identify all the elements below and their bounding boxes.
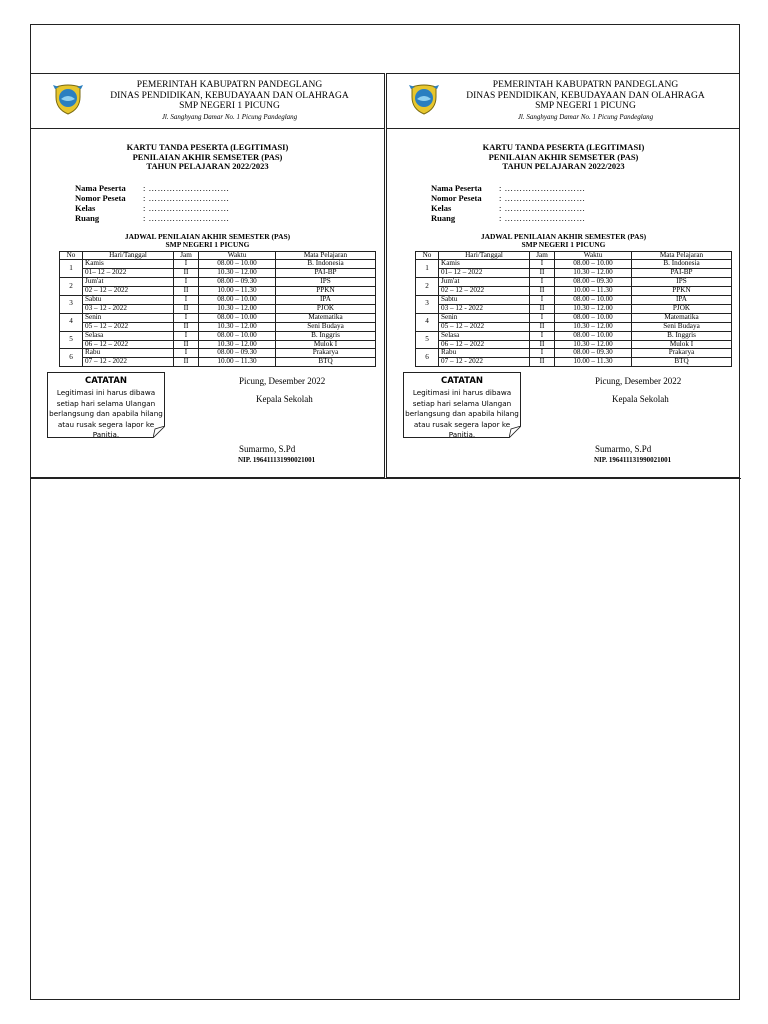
date-cell: 05 – 12 – 2022 [439, 322, 530, 331]
field-blank: : ……………………… [143, 212, 230, 223]
time-cell: 08.00 – 10.00 [199, 296, 276, 305]
day-cell: Kamis [439, 260, 530, 269]
session-cell: I [174, 260, 199, 269]
time-cell: 10.30 – 12.00 [199, 304, 276, 313]
field-blank: : ……………………… [499, 192, 586, 203]
session-cell: II [530, 287, 555, 296]
session-cell: II [530, 269, 555, 278]
subject-cell: Matematika [276, 313, 376, 322]
field-blank: : ……………………… [143, 192, 230, 203]
subject-cell: IPS [276, 278, 376, 287]
column-header: Jam [174, 251, 199, 260]
time-cell: 08.00 – 09.30 [555, 278, 632, 287]
column-header: No [416, 251, 439, 260]
table-row [60, 358, 376, 367]
time-cell: 08.00 – 10.00 [555, 331, 632, 340]
session-cell: II [174, 287, 199, 296]
schedule-title-line2: SMP NEGERI 1 PICUNG [165, 240, 250, 249]
session-cell: I [174, 278, 199, 287]
schedule-title-line1: JADWAL PENILAIAN AKHIR SEMESTER (PAS) [480, 231, 647, 241]
table-row [416, 331, 732, 340]
note-body: Legitimasi ini harus dibawa setiap hari selama Ulangan berlangsung dan apabila hilang atau rusak segera lapor ke Panitia. [49, 388, 163, 439]
card-title-line3: TAHUN PELAJARAN 2022/2023 [146, 161, 269, 171]
signature-name: Sumarmo, S.Pd [595, 444, 652, 454]
day-cell: Rabu [439, 349, 530, 358]
table-row [60, 313, 376, 322]
note-title: CATATAN [84, 376, 128, 386]
subject-cell: B. Indonesia [632, 260, 732, 269]
agency-name: DINAS PENDIDIKAN, KEBUDAYAAN DAN OLAHRAGA [466, 90, 705, 101]
session-cell: I [530, 260, 555, 269]
signature-position: Kepala Sekolah [256, 394, 313, 404]
date-cell: 05 – 12 – 2022 [83, 322, 174, 331]
table-row [416, 304, 732, 313]
session-cell: I [174, 349, 199, 358]
subject-cell: IPS [632, 278, 732, 287]
subject-cell: Mulok I [632, 340, 732, 349]
schedule-title [31, 233, 384, 250]
date-cell: 01– 12 – 2022 [83, 269, 174, 278]
table-row [60, 304, 376, 313]
time-cell: 10.00 – 11.30 [555, 287, 632, 296]
card-title-line3: TAHUN PELAJARAN 2022/2023 [502, 161, 625, 171]
time-cell: 10.30 – 12.00 [199, 322, 276, 331]
column-header: Jam [530, 251, 555, 260]
time-cell: 08.00 – 10.00 [199, 331, 276, 340]
date-cell: 07 – 12 - 2022 [439, 358, 530, 367]
subject-cell: Seni Budaya [632, 322, 732, 331]
session-cell: II [174, 358, 199, 367]
column-header: No [60, 251, 83, 260]
field-nama [431, 183, 740, 193]
letterhead-text [81, 80, 378, 123]
card-title-line2: PENILAIAN AKHIR SEMSETER (PAS) [132, 151, 283, 162]
field-nomor [431, 193, 740, 203]
session-cell: II [530, 340, 555, 349]
session-cell: I [530, 331, 555, 340]
signature-nip: NIP. 196411131990021001 [594, 456, 672, 464]
page-sheet [30, 24, 740, 1000]
field-label: Nomor Peseta [431, 192, 482, 203]
session-cell: I [530, 313, 555, 322]
session-cell: II [174, 322, 199, 331]
session-cell: II [174, 269, 199, 278]
column-header: Mata Pelajaran [276, 251, 376, 260]
session-cell: II [530, 322, 555, 331]
field-label: Ruang [75, 212, 100, 223]
schedule-title-line2: SMP NEGERI 1 PICUNG [521, 240, 606, 249]
letterhead [387, 74, 740, 129]
time-cell: 08.00 – 10.00 [555, 313, 632, 322]
time-cell: 10.00 – 11.30 [555, 358, 632, 367]
school-address: Jl. Sanghyang Damar No. 1 Picung Pandeglang [161, 112, 298, 121]
note-box [403, 372, 521, 438]
session-cell: I [530, 296, 555, 305]
divider [31, 478, 741, 479]
date-cell: 02 – 12 – 2022 [83, 287, 174, 296]
field-label: Kelas [75, 202, 96, 213]
subject-cell: PAI-BP [632, 269, 732, 278]
field-ruang [75, 213, 384, 223]
day-cell: Jum'at [83, 278, 174, 287]
row-number: 5 [416, 331, 439, 349]
date-cell: 02 – 12 – 2022 [439, 287, 530, 296]
subject-cell: B. Inggris [276, 331, 376, 340]
field-blank: : ……………………… [143, 202, 230, 213]
note-box [47, 372, 165, 438]
day-cell: Kamis [83, 260, 174, 269]
school-address: Jl. Sanghyang Damar No. 1 Picung Pandeglang [517, 112, 654, 121]
school-emblem-icon [409, 83, 439, 115]
table-row [60, 331, 376, 340]
card-title [31, 143, 384, 172]
session-cell: II [530, 358, 555, 367]
session-cell: I [174, 331, 199, 340]
subject-cell: PAI-BP [276, 269, 376, 278]
date-cell: 06 – 12 – 2022 [439, 340, 530, 349]
row-number: 4 [416, 313, 439, 331]
school-name: SMP NEGERI 1 PICUNG [535, 101, 636, 111]
column-header: Mata Pelajaran [632, 251, 732, 260]
row-number: 3 [416, 296, 439, 314]
time-cell: 08.00 – 10.00 [555, 296, 632, 305]
session-cell: II [530, 304, 555, 313]
row-number: 6 [416, 349, 439, 367]
time-cell: 08.00 – 10.00 [555, 260, 632, 269]
signature-place-date: Picung, Desember 2022 [239, 376, 326, 386]
signature-place-date: Picung, Desember 2022 [595, 376, 682, 386]
subject-cell: Mulok I [276, 340, 376, 349]
session-cell: I [530, 349, 555, 358]
session-cell: I [530, 278, 555, 287]
note-body: Legitimasi ini harus dibawa setiap hari selama Ulangan berlangsung dan apabila hilang atau rusak segera lapor ke Panitia. [405, 388, 519, 439]
subject-cell: B. Indonesia [276, 260, 376, 269]
time-cell: 10.00 – 11.30 [199, 358, 276, 367]
time-cell: 10.30 – 12.00 [555, 304, 632, 313]
day-cell: Sabtu [439, 296, 530, 305]
subject-cell: Seni Budaya [276, 322, 376, 331]
row-number: 3 [60, 296, 83, 314]
session-cell: I [174, 296, 199, 305]
subject-cell: BTQ [632, 358, 732, 367]
subject-cell: PJOK [276, 304, 376, 313]
time-cell: 10.30 – 12.00 [555, 340, 632, 349]
time-cell: 08.00 – 09.30 [555, 349, 632, 358]
row-number: 2 [60, 278, 83, 296]
participant-fields [431, 183, 740, 223]
signature-name: Sumarmo, S.Pd [239, 444, 296, 454]
card-title-line2: PENILAIAN AKHIR SEMSETER (PAS) [488, 151, 639, 162]
field-blank: : ……………………… [499, 212, 586, 223]
date-cell: 01– 12 – 2022 [439, 269, 530, 278]
subject-cell: Prakarya [276, 349, 376, 358]
day-cell: Senin [83, 313, 174, 322]
time-cell: 10.30 – 12.00 [199, 269, 276, 278]
subject-cell: Matematika [632, 313, 732, 322]
subject-cell: PPKN [276, 287, 376, 296]
row-number: 1 [416, 260, 439, 278]
subject-cell: BTQ [276, 358, 376, 367]
school-name: SMP NEGERI 1 PICUNG [179, 101, 280, 111]
card-title [387, 143, 740, 172]
day-cell: Jum'at [439, 278, 530, 287]
table-row [60, 322, 376, 331]
subject-cell: Prakarya [632, 349, 732, 358]
letterhead [31, 74, 384, 129]
signature-nip: NIP. 196411131990021001 [238, 456, 316, 464]
date-cell: 07 – 12 - 2022 [83, 358, 174, 367]
participant-fields [75, 183, 384, 223]
time-cell: 08.00 – 09.30 [199, 349, 276, 358]
day-cell: Selasa [83, 331, 174, 340]
field-blank: : ……………………… [499, 182, 586, 193]
note-title: CATATAN [440, 376, 484, 386]
subject-cell: B. Inggris [632, 331, 732, 340]
table-row [416, 322, 732, 331]
date-cell: 06 – 12 – 2022 [83, 340, 174, 349]
field-label: Nama Peserta [431, 182, 482, 193]
column-header: Waktu [199, 251, 276, 260]
time-cell: 10.30 – 12.00 [199, 340, 276, 349]
government-name: PEMERINTAH KABUPATRN PANDEGLANG [136, 80, 323, 90]
field-blank: : ……………………… [499, 202, 586, 213]
session-cell: II [174, 340, 199, 349]
field-label: Kelas [431, 202, 452, 213]
row-number: 1 [60, 260, 83, 278]
government-name: PEMERINTAH KABUPATRN PANDEGLANG [492, 80, 679, 90]
field-kelas [431, 203, 740, 213]
signature-position: Kepala Sekolah [612, 394, 669, 404]
time-cell: 08.00 – 09.30 [199, 278, 276, 287]
card-title-line1: KARTU TANDA PESERTA (LEGITIMASI) [126, 142, 289, 152]
field-label: Nama Peserta [75, 182, 126, 193]
column-header: Hari/Tanggal [83, 251, 174, 260]
session-cell: I [174, 313, 199, 322]
exam-card-right [386, 73, 740, 478]
time-cell: 08.00 – 10.00 [199, 313, 276, 322]
schedule-title-line1: JADWAL PENILAIAN AKHIR SEMESTER (PAS) [124, 231, 291, 241]
field-kelas [75, 203, 384, 213]
row-number: 5 [60, 331, 83, 349]
field-label: Ruang [431, 212, 456, 223]
session-cell: II [174, 304, 199, 313]
page-curl-icon [153, 426, 165, 438]
day-cell: Sabtu [83, 296, 174, 305]
card-title-line1: KARTU TANDA PESERTA (LEGITIMASI) [482, 142, 645, 152]
page-curl-icon [509, 426, 521, 438]
time-cell: 10.00 – 11.30 [199, 287, 276, 296]
time-cell: 10.30 – 12.00 [555, 322, 632, 331]
day-cell: Rabu [83, 349, 174, 358]
time-cell: 10.30 – 12.00 [555, 269, 632, 278]
exam-card-left [31, 73, 385, 478]
schedule-table [415, 251, 732, 368]
date-cell: 03 – 12 - 2022 [83, 304, 174, 313]
school-emblem-icon [53, 83, 83, 115]
day-cell: Selasa [439, 331, 530, 340]
row-number: 4 [60, 313, 83, 331]
agency-name: DINAS PENDIDIKAN, KEBUDAYAAN DAN OLAHRAGA [110, 90, 349, 101]
day-cell: Senin [439, 313, 530, 322]
time-cell: 08.00 – 10.00 [199, 260, 276, 269]
table-row [416, 313, 732, 322]
subject-cell: PJOK [632, 304, 732, 313]
field-ruang [431, 213, 740, 223]
schedule-title [387, 233, 740, 250]
column-header: Waktu [555, 251, 632, 260]
row-number: 6 [60, 349, 83, 367]
subject-cell: PPKN [632, 287, 732, 296]
field-nama [75, 183, 384, 193]
column-header: Hari/Tanggal [439, 251, 530, 260]
field-label: Nomor Peseta [75, 192, 126, 203]
letterhead-text [437, 80, 734, 123]
row-number: 2 [416, 278, 439, 296]
date-cell: 03 – 12 - 2022 [439, 304, 530, 313]
subject-cell: IPA [632, 296, 732, 305]
schedule-table [59, 251, 376, 368]
subject-cell: IPA [276, 296, 376, 305]
field-nomor [75, 193, 384, 203]
table-row [416, 358, 732, 367]
field-blank: : ……………………… [143, 182, 230, 193]
